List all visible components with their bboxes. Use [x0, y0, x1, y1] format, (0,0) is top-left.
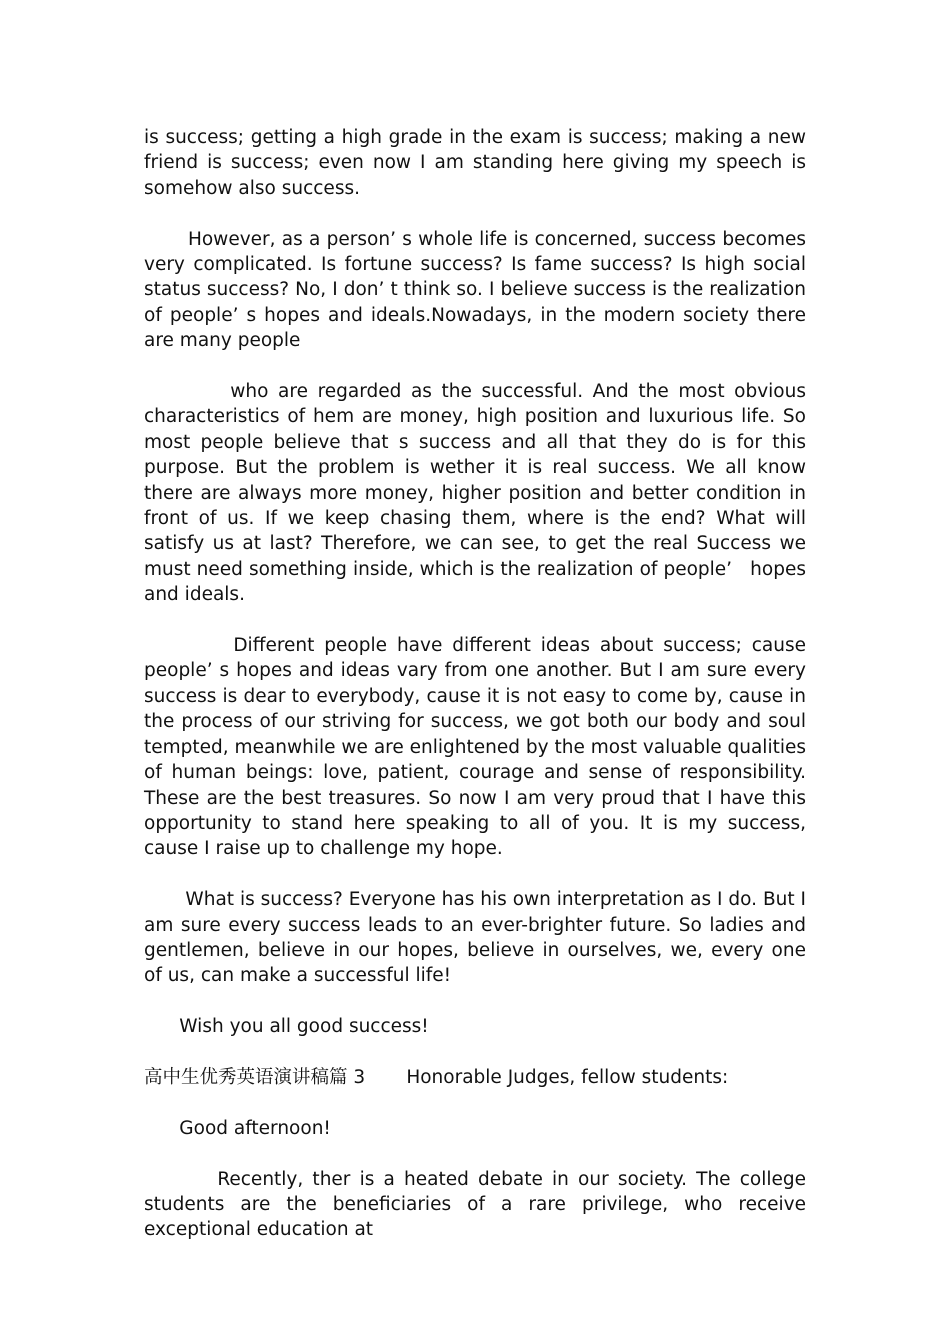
paragraph-good-afternoon: Good afternoon!: [144, 1117, 331, 1139]
paragraph-success-examples: is success; getting a high grade in the exam is success; making a new friend is success; even now I am standing here giving my speech is somehow also success.: [144, 127, 812, 199]
paragraph-regarded-successful: who are regarded as the successful. And the most obvious characteristics of hem are money, high position and luxurious life. So most people believe that s success and all that they do is for this purpose. But the problem is wether it is real success. We all know there are always more money, higher position and better condition in front of us. If we keep chasing them, where is the end? What will satisfy us at last? Therefore, we can see, to get the real Success we must need something inside, which is the realization of people’ hopes and ideals.: [144, 381, 812, 606]
paragraph-what-is-success: What is success? Everyone has his own interpretation as I do. But I am sure every success leads to an ever-brighter future. So ladies and gentlemen, believe in our hopes, believe in ourselves, we, every one of us, can make a successful life!: [144, 889, 812, 987]
paragraph-heated-debate: Recently, ther is a heated debate in our society. The college students are the beneficiaries of a rare privilege, who receive exceptional education at: [144, 1168, 812, 1241]
paragraph-wish-success: Wish you all good success!: [144, 1016, 429, 1038]
section-greeting: Honorable Judges, fellow students:: [406, 1066, 729, 1088]
paragraph-different-ideas: Different people have different ideas about success; cause people’ s hopes and ideas vary from one another. But I am sure every success is dear to everybody, cause it is not easy to come by, cause in the process of our striving for success, we got both our body and soul tempted, meanwhile we are enlightened by the most valuable qualities of human beings: love, patient, courage and sense of responsibility. These are the best treasures. So now I am very proud that I have this opportunity to stand here speaking to all of you. It is my success, cause I raise up to challenge my hope.: [144, 635, 812, 860]
section-title: 高中生优秀英语演讲稿篇 3: [144, 1066, 366, 1088]
section-heading-line: [144, 1065, 806, 1090]
heading-gap: [365, 1067, 406, 1088]
document-page: [144, 125, 812, 1268]
paragraph-success-complicated: However, as a person’ s whole life is concerned, success becomes very complicated. Is fortune success? Is fame success? Is high social status success? No, I don’ t think so. I believe success is the realization of people’ s hopes and ideals.Nowadays, in the modern society there are many people: [144, 228, 812, 352]
